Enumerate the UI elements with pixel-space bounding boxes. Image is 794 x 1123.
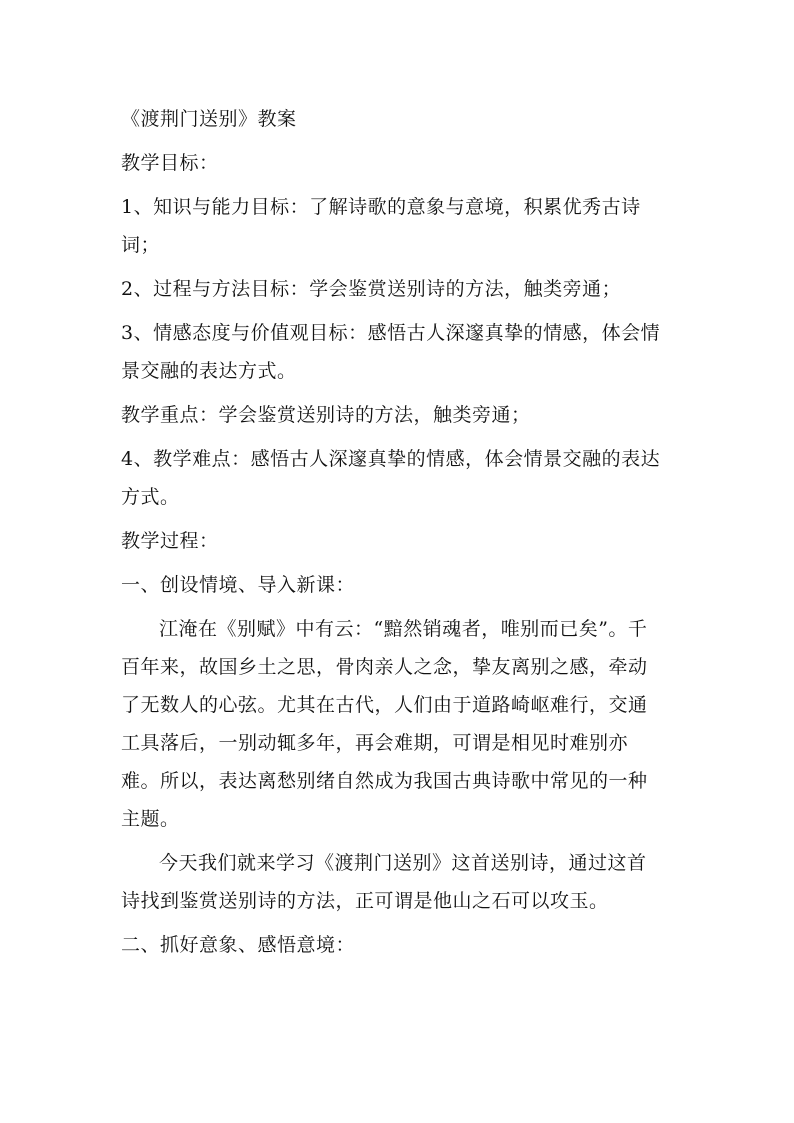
goal-item-2: 2、过程与方法目标：学会鉴赏送别诗的方法，触类旁通；: [121, 278, 622, 300]
goal-item-3: 3、情感态度与价值观目标：感悟古人深邃真挚的情感，体会情景交融的表达方式。: [121, 322, 661, 382]
key-point: 教学重点：学会鉴赏送别诗的方法，触类旁通；: [121, 404, 531, 426]
step1-paragraph-1: 江淹在《别赋》中有云：“黯然销魂者，唯别而已矣”。千百年来，故国乡土之思，骨肉亲人之念，挚友离别之感，牵动了无数人的心弦。尤其在古代，人们由于道路崎岖难行，交通工具落后，一别动辄多年，再会难期，可谓是相见时难别亦难。所以，表达离愁别绪自然成为我国古典诗歌中常见的一种主题。: [121, 618, 648, 830]
document-body: [121, 100, 661, 964]
step2-heading: 二、抓好意象、感悟意境：: [121, 934, 356, 956]
step1-heading: 一、创设情境、导入新课：: [121, 574, 356, 596]
section-heading-goals: 教学目标：: [121, 152, 219, 174]
step1-paragraph-2: 今天我们就来学习《渡荆门送别》这首送别诗，通过这首诗找到鉴赏送别诗的方法，正可谓是他山之石可以攻玉。: [121, 852, 647, 912]
document-title: 《渡荆门送别》教案: [121, 108, 297, 130]
section-heading-process: 教学过程：: [121, 530, 219, 552]
goal-item-1: 1、知识与能力目标：了解诗歌的意象与意境，积累优秀古诗词；: [121, 196, 641, 256]
difficulty-point: 4、教学难点：感悟古人深邃真挚的情感，体会情景交融的表达方式。: [121, 448, 661, 508]
